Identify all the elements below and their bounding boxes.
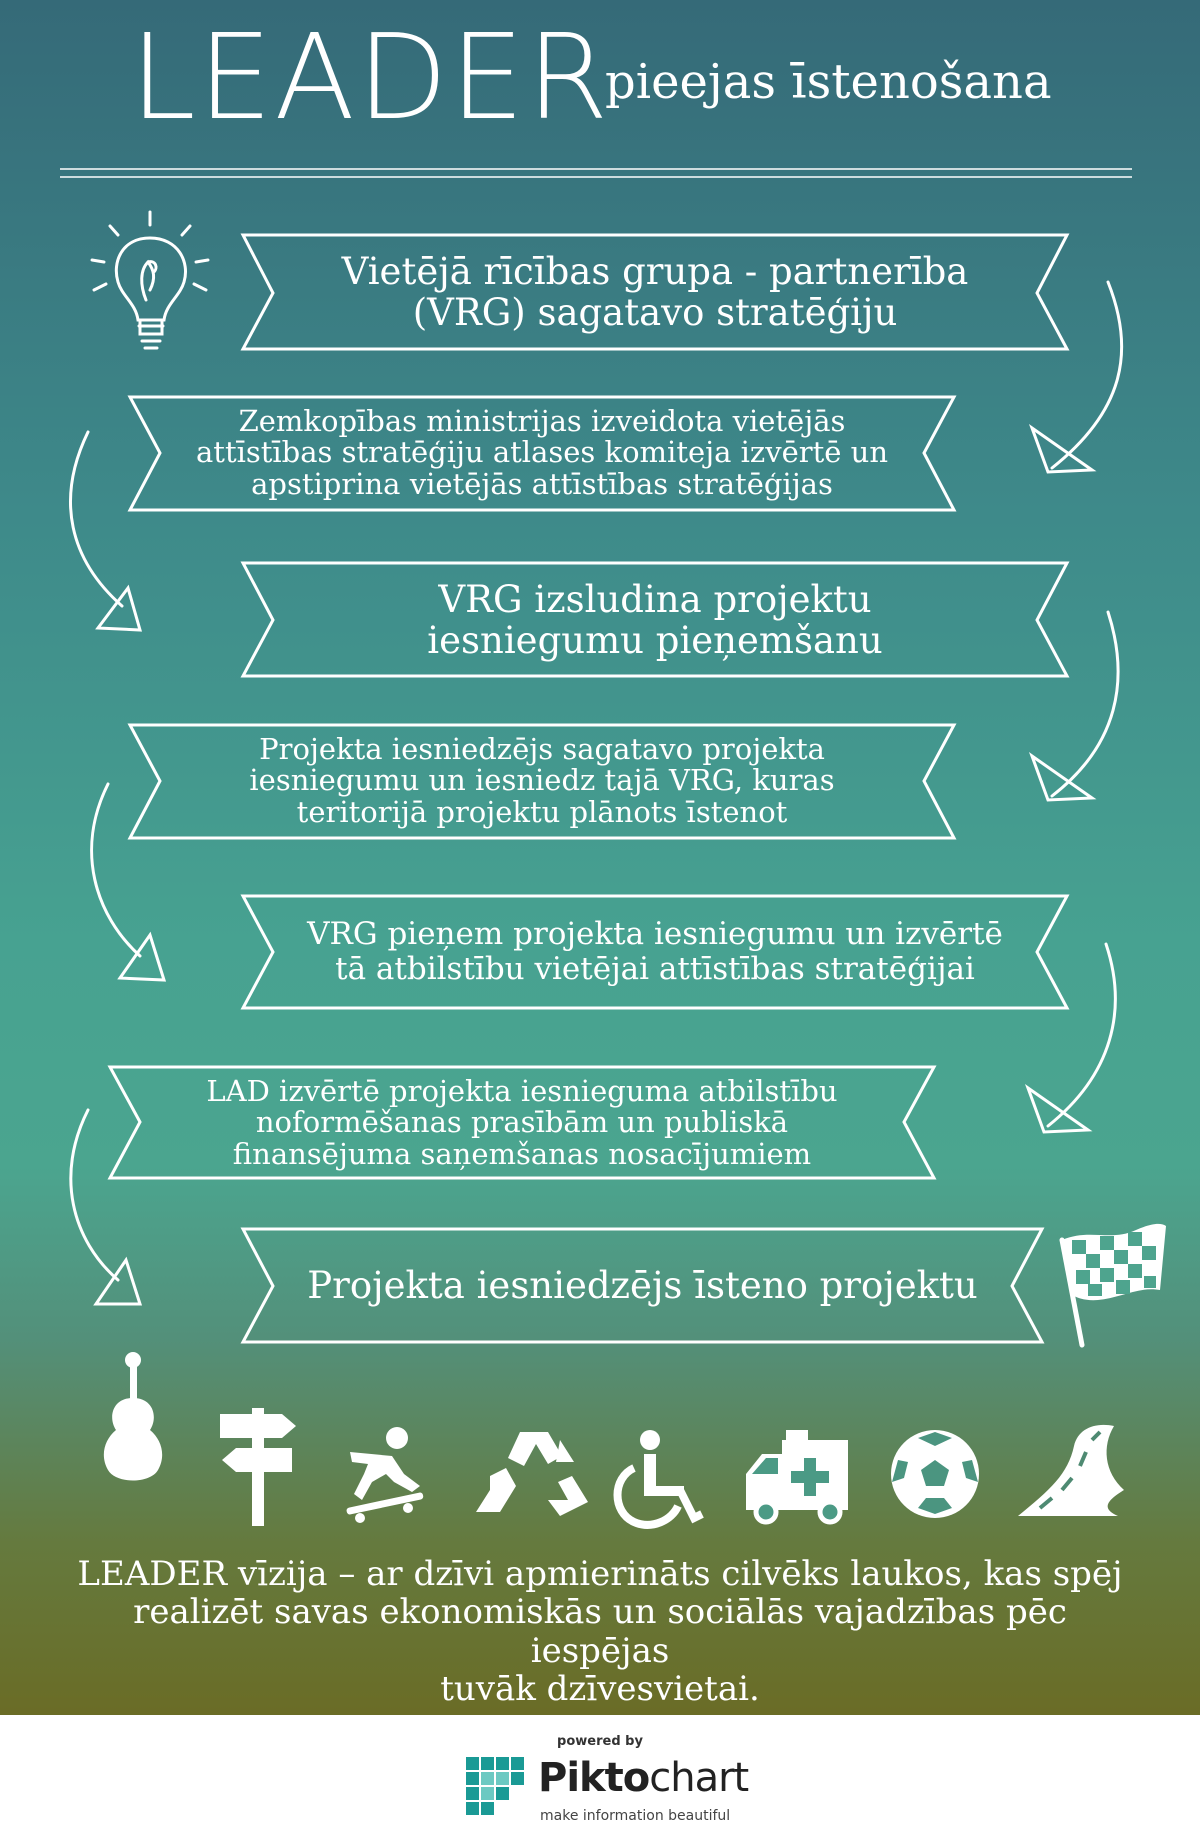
road-icon <box>1018 1425 1124 1516</box>
step-7-label: Projekta iesniedzējs īsteno projektu <box>307 1264 978 1308</box>
recycle-icon <box>476 1432 588 1516</box>
step-6-label: LAD izvērtē projekta iesnieguma atbilstību noformēšanas prasībām un publiskā finansējuma saņemšanas nosacījumiem <box>206 1074 838 1171</box>
page-title: LEADER <box>130 8 611 146</box>
arrow-right-3 <box>1028 944 1115 1132</box>
piktochart-brand[interactable]: Piktochart <box>538 1755 749 1801</box>
piktochart-logo-icon[interactable] <box>466 1757 526 1819</box>
leader-vision-text: LEADER vīzija – ar dzīvi apmierināts cilvēks laukos, kas spēj realizēt savas ekonomiskās un sociālās vajadzības pēc iespējas tuvāk dzīvesvietai. <box>77 1554 1123 1710</box>
step-4-label: Projekta iesniedzējs sagatavo projekta iesniegumu un iesniedz tajā VRG, kuras teritorijā projektu plānots īstenot <box>249 732 835 829</box>
step-3-label: VRG izsludina projektu iesniegumu pieņemšanu <box>427 577 883 662</box>
soccer-ball-icon <box>891 1430 979 1518</box>
piktochart-tagline: make information beautiful <box>540 1808 731 1824</box>
skateboarder-icon <box>346 1427 424 1523</box>
step-5-label: VRG pieņem projekta iesniegumu un izvērtē tā atbilstību vietējai attīstības stratēģijai <box>307 916 1003 987</box>
arrow-left-2 <box>92 784 164 980</box>
signpost-icon <box>220 1408 296 1526</box>
arrow-left-1 <box>71 432 140 630</box>
lightbulb-icon <box>92 212 208 348</box>
page-subtitle: pieejas īstenošana <box>605 54 1052 110</box>
piktochart-footer <box>0 1715 1200 1835</box>
violin-icon <box>104 1352 162 1481</box>
wheelchair-icon <box>618 1430 703 1525</box>
step-1-label: Vietējā rīcības grupa - partnerība (VRG) sagatavo stratēģiju <box>341 249 969 334</box>
checkered-flag-icon <box>1062 1224 1166 1345</box>
powered-by-label: powered by <box>557 1734 643 1749</box>
ambulance-icon <box>746 1430 848 1522</box>
arrow-right-2 <box>1032 612 1118 800</box>
step-2-label: Zemkopības ministrijas izveidota vietējās attīstības stratēģiju atlases komiteja izvērtē un apstiprina vietējās attīstības stratēģijas <box>196 404 888 501</box>
